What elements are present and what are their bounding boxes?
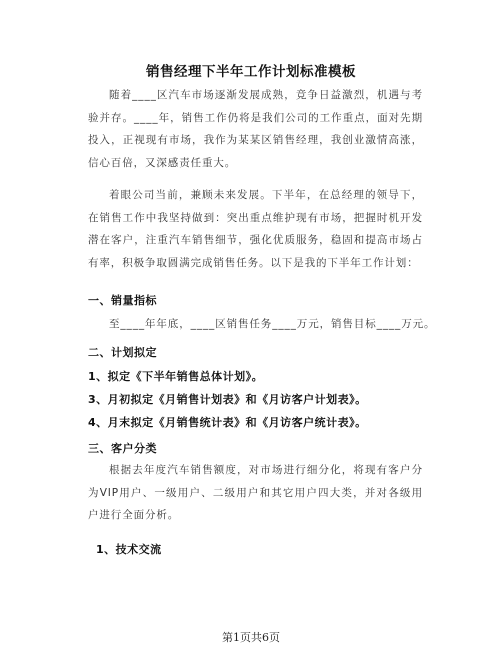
customer-classification-paragraph: 根据去年度汽车销售额度，对市场进行细分化，将现有客户分为VIP用户、一级用户、二级用户和其它用户四大类，并对各级用户进行全面分析。: [88, 464, 423, 521]
section-customer-heading: 三、客户分类: [88, 442, 157, 455]
plan-item: 4、月末拟定《月销售统计表》和《月访客户统计表》。: [88, 416, 367, 429]
tech-exchange-heading: 1、技术交流: [96, 543, 162, 556]
page-footer: 第1页共6页: [222, 631, 280, 644]
intro-paragraph: 随着____区汽车市场逐渐发展成熟，竞争日益激烈，机遇与考验并存。____年，销售工作仍将是我们公司的工作重点，面对先期投入，正视现有市场，我作为某某区销售经理，我创业激情高涨，信心百倍，又深感责任重大。: [88, 89, 423, 169]
section-plan-heading: 二、计划拟定: [88, 346, 157, 359]
plan-overview-paragraph: 着眼公司当前，兼顾未来发展。下半年，在总经理的领导下，在销售工作中我坚持做到：突出重点维护现有市场，把握时机开发潜在客户，注重汽车销售细节，强化优质服务，稳固和提高市场占有率，积极争取圆满完成销售任务。以下是我的下半年工作计划：: [88, 189, 423, 269]
section-sales-target-heading: 一、销量指标: [88, 294, 157, 307]
sales-target-line: 至____年年底，____区销售任务____万元，销售目标____万元。: [109, 318, 436, 330]
document-title: 销售经理下半年工作计划标准模板: [146, 64, 356, 80]
plan-item: 1、拟定《下半年销售总体计划》。: [88, 370, 264, 383]
plan-item: 3、月初拟定《月销售计划表》和《月访客户计划表》。: [88, 393, 367, 406]
